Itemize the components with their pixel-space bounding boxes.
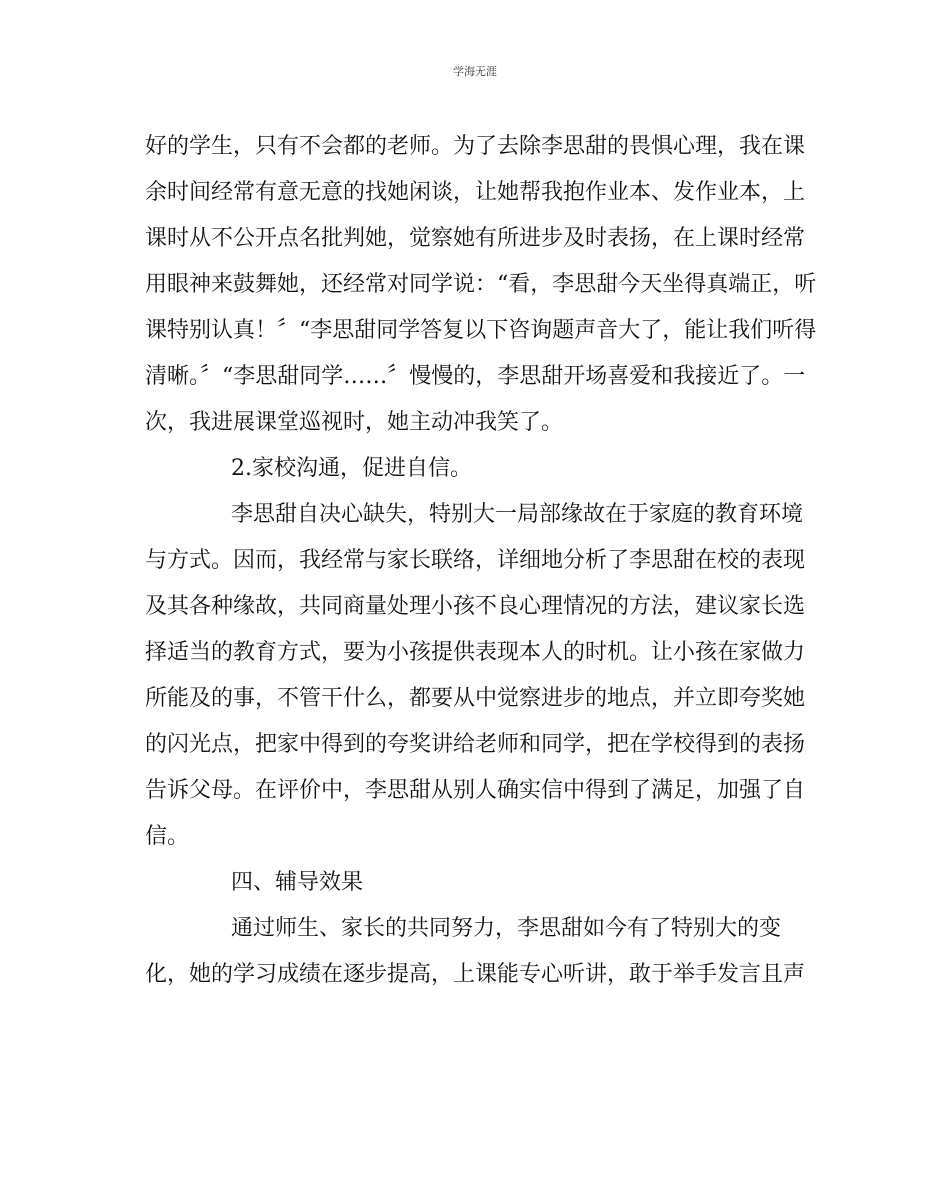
- body-line: 告诉父母。在评价中，李思甜从别人确实信中得到了满足，加强了自: [145, 778, 806, 803]
- body-line: 信。: [145, 824, 190, 849]
- body-line: 择适当的教育方式，要为小孩提供表现本人的时机。让小孩在家做力: [145, 640, 806, 665]
- body-line: 李思甜自决心缺失，特别大一局部缘故在于家庭的教育环境: [231, 502, 804, 527]
- body-line: 化，她的学习成绩在逐步提高，上课能专心听讲，敢于举手发言且声: [145, 962, 806, 987]
- section-heading: 2.家校沟通，促进自信。: [231, 456, 472, 481]
- body-line: 课时从不公开点名批判她，觉察她有所进步及时表扬，在上课时经常: [145, 226, 806, 251]
- body-line: 及其各种缘故，共同商量处理小孩不良心理情况的方法，建议家长选: [145, 594, 806, 619]
- body-line: 的闪光点，把家中得到的夸奖讲给老师和同学，把在学校得到的表扬: [145, 732, 806, 757]
- body-line: 余时间经常有意无意的找她闲谈，让她帮我抱作业本、发作业本，上: [145, 180, 806, 205]
- body-line: 用眼神来鼓舞她，还经常对同学说：“看，李思甜今天坐得真端正，听: [145, 272, 817, 297]
- body-line: 所能及的事，不管干什么，都要从中觉察进步的地点，并立即夸奖她: [145, 686, 806, 711]
- page-header: 学海无涯: [453, 65, 497, 78]
- section-heading: 四、辅导效果: [231, 870, 364, 895]
- body-line: 通过师生、家长的共同努力，李思甜如今有了特别大的变: [231, 916, 782, 941]
- body-line: 清晰。〞“李思甜同学……〞慢慢的，李思甜开场喜爱和我接近了。一: [145, 364, 806, 389]
- body-line: 与方式。因而，我经常与家长联络，详细地分析了李思甜在校的表现: [145, 548, 806, 573]
- body-line: 课特别认真！〞“李思甜同学答复以下咨询题声音大了，能让我们听得: [145, 318, 817, 343]
- body-line: 好的学生，只有不会都的老师。为了去除李思甜的畏惧心理，我在课: [145, 134, 806, 159]
- body-line: 次，我进展课堂巡视时，她主动冲我笑了。: [145, 410, 564, 435]
